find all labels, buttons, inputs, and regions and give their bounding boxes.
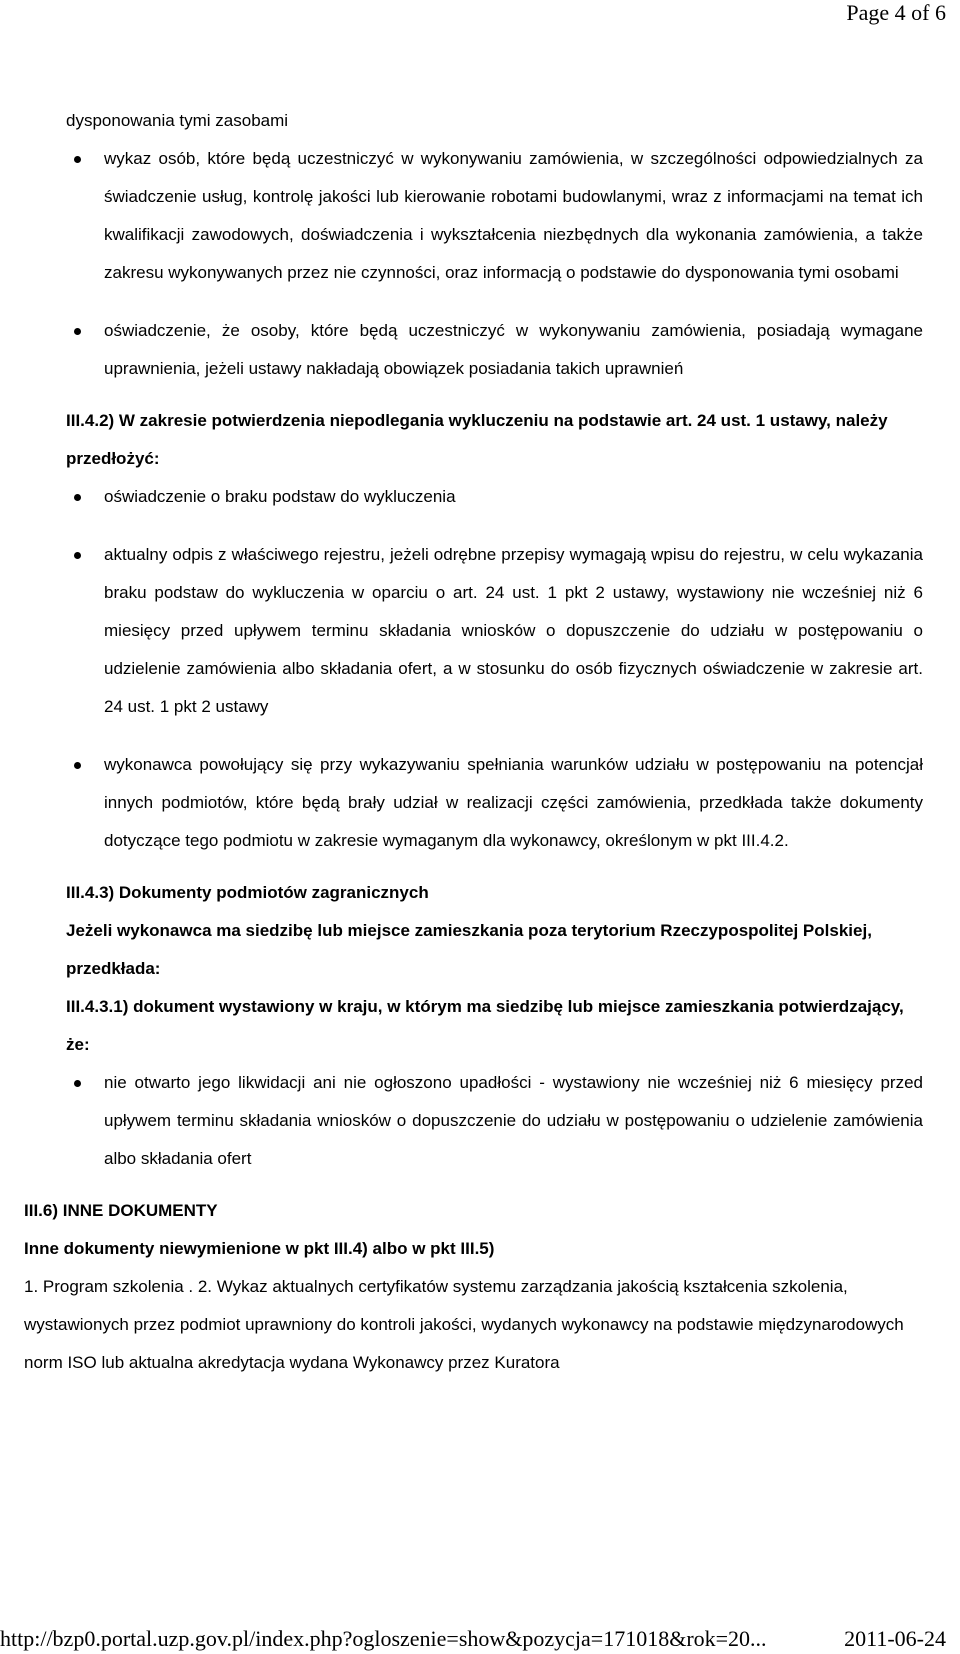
list-item-text: oświadczenie, że osoby, które będą uczestniczyć w wykonywaniu zamówienia, posiadają wymagane uprawnienia, jeżeli ustawy nakładają obowiązek posiadania takich uprawnień [104, 321, 923, 378]
bullet-icon [74, 494, 81, 501]
section-heading: III.6) INNE DOKUMENTY [24, 1201, 218, 1220]
list-item-text: nie otwarto jego likwidacji ani nie ogłoszono upadłości - wystawiony nie wcześniej niż 6 miesięcy przed upływem terminu składania wniosków o dopuszczenie do udziału w postępowaniu o udzielenie zamówienia albo składania ofert [104, 1073, 923, 1168]
list-item [66, 536, 923, 726]
bullet-icon [74, 1080, 81, 1087]
section-capacity-resources [0, 102, 960, 1178]
list-item-text: oświadczenie o braku podstaw do wykluczenia [104, 487, 456, 506]
body-text: 1. Program szkolenia . 2. Wykaz aktualnych certyfikatów systemu zarządzania jakością kształcenia szkolenia, wystawionych przez podmiot uprawniony do kontroli jakości, wydanych wykonawcy na podstawie międzynarodowych norm ISO lub aktualna akredytacja wydana Wykonawcy przez Kuratora [24, 1277, 904, 1372]
list-item [66, 1064, 923, 1178]
bullet-list [66, 1064, 923, 1178]
list-item [66, 478, 923, 516]
page-footer [0, 1624, 960, 1654]
bullet-icon [74, 156, 81, 163]
section-other-documents [0, 1192, 960, 1382]
list-item [66, 746, 923, 860]
footer-url: http://bzp0.portal.uzp.gov.pl/index.php?ogloszenie=show&pozycja=171018&rok=20... [0, 1626, 767, 1651]
section-heading: III.4.2) W zakresie potwierdzenia niepodlegania wykluczeniu na podstawie art. 24 ust. 1 ustawy, należy przedłożyć: [66, 411, 888, 468]
section-subheading: Inne dokumenty niewymienione w pkt III.4) albo w pkt III.5) [24, 1239, 495, 1258]
section-heading: III.4.3) Dokumenty podmiotów zagranicznych [66, 883, 429, 902]
footer-date: 2011-06-24 [844, 1626, 946, 1651]
list-item-text: wykonawca powołujący się przy wykazywaniu spełniania warunków udziału w postępowaniu na potencjał innych podmiotów, które będą brały udział w realizacji części zamówienia, przedkłada także dokumenty dotyczące tego podmiotu w zakresie wymaganym dla wykonawcy, określonym w pkt III.4.2. [104, 755, 923, 850]
bullet-list [66, 140, 923, 388]
bullet-icon [74, 552, 81, 559]
list-item-text: wykaz osób, które będą uczestniczyć w wykonywaniu zamówienia, w szczególności odpowiedzialnych za świadczenie usług, kontrolę jakości lub kierowanie robotami budowlanymi, wraz z informacjami na temat ich kwalifikacji zawodowych, doświadczenia i wykształcenia niezbędnych dla wykonania zamówienia, a także zakresu wykonywanych przez nie czynności, oraz informacją o podstawie do dysponowania tymi osobami [104, 149, 923, 282]
page-number: Page 4 of 6 [846, 0, 946, 25]
section-subheading: Jeżeli wykonawca ma siedzibę lub miejsce zamieszkania poza terytorium Rzeczypospolitej Polskiej, przedkłada: [66, 921, 872, 978]
subsection-heading: III.4.3.1) dokument wystawiony w kraju, w którym ma siedzibę lub miejsce zamieszkania potwierdzający, że: [66, 997, 904, 1054]
list-item-text: aktualny odpis z właściwego rejestru, jeżeli odrębne przepisy wymagają wpisu do rejestru, w celu wykazania braku podstaw do wykluczenia w oparciu o art. 24 ust. 1 pkt 2 ustawy, wystawiony nie wcześniej niż 6 miesięcy przed upływem terminu składania wniosków o dopuszczenie do udziału w postępowaniu o udzielenie zamówienia albo składania ofert, a w stosunku do osób fizycznych oświadczenie w zakresie art. 24 ust. 1 pkt 2 ustawy [104, 545, 923, 716]
bullet-icon [74, 328, 81, 335]
continuation-text: dysponowania tymi zasobami [66, 111, 289, 130]
list-item [66, 140, 923, 292]
list-item [66, 312, 923, 388]
bullet-list [66, 478, 923, 860]
bullet-icon [74, 762, 81, 769]
document-content [0, 102, 960, 1382]
